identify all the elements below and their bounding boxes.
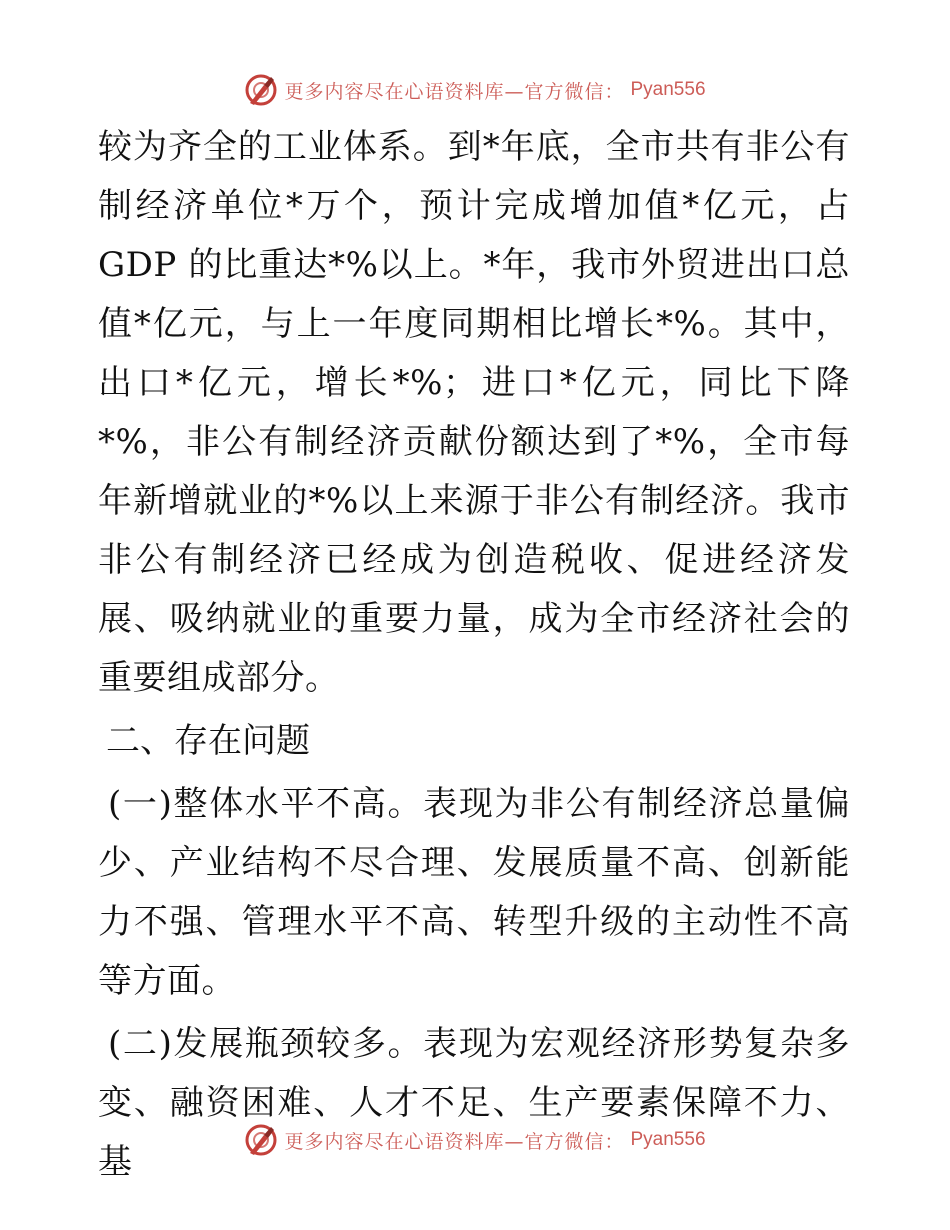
watermark-account: Pyan556 — [630, 1129, 706, 1150]
problem-item-2-text: (二)发展瓶颈较多。表现为宏观经济形势复杂多变、融资困难、人才不足、生产要素保障不力、基 — [98, 1024, 850, 1182]
pen-logo-icon — [244, 73, 278, 107]
watermark-text: 更多内容尽在心语资料库—官方微信： — [284, 80, 625, 103]
problem-item-1-text: (一)整体水平不高。表现为非公有制经济总量偏少、产业结构不尽合理、发展质量不高、创新能力不强、管理水平不高、转型升级的主动性不高等方面。 — [98, 784, 850, 1001]
header-watermark — [0, 70, 950, 110]
problem-item-2 — [98, 1015, 850, 1192]
footer-watermark — [0, 1120, 950, 1160]
pen-logo-icon — [244, 1123, 278, 1157]
paragraph-industry-stats: 较为齐全的工业体系。到*年底，全市共有非公有制经济单位*万个，预计完成增加值*亿元，占 GDP 的比重达*%以上。*年，我市外贸进出口总值*亿元，与上一年度同期相比增长*%。其中，出口*亿元，增长*%；进口*亿元，同比下降*%，非公有制经济贡献份额达到了*%，全市每年新增就业的*%以上来源于非公有制经济。我市非公有制经济已经成为创造税收、促进经济发展、吸纳就业的重要力量，成为全市经济社会的重要组成部分。 — [98, 127, 850, 698]
section-heading: 二、存在问题 — [106, 721, 310, 761]
watermark-account: Pyan556 — [630, 79, 706, 100]
watermark-text: 更多内容尽在心语资料库—官方微信： — [284, 1130, 625, 1153]
document-body — [98, 118, 850, 1192]
problem-item-1 — [98, 775, 850, 1011]
